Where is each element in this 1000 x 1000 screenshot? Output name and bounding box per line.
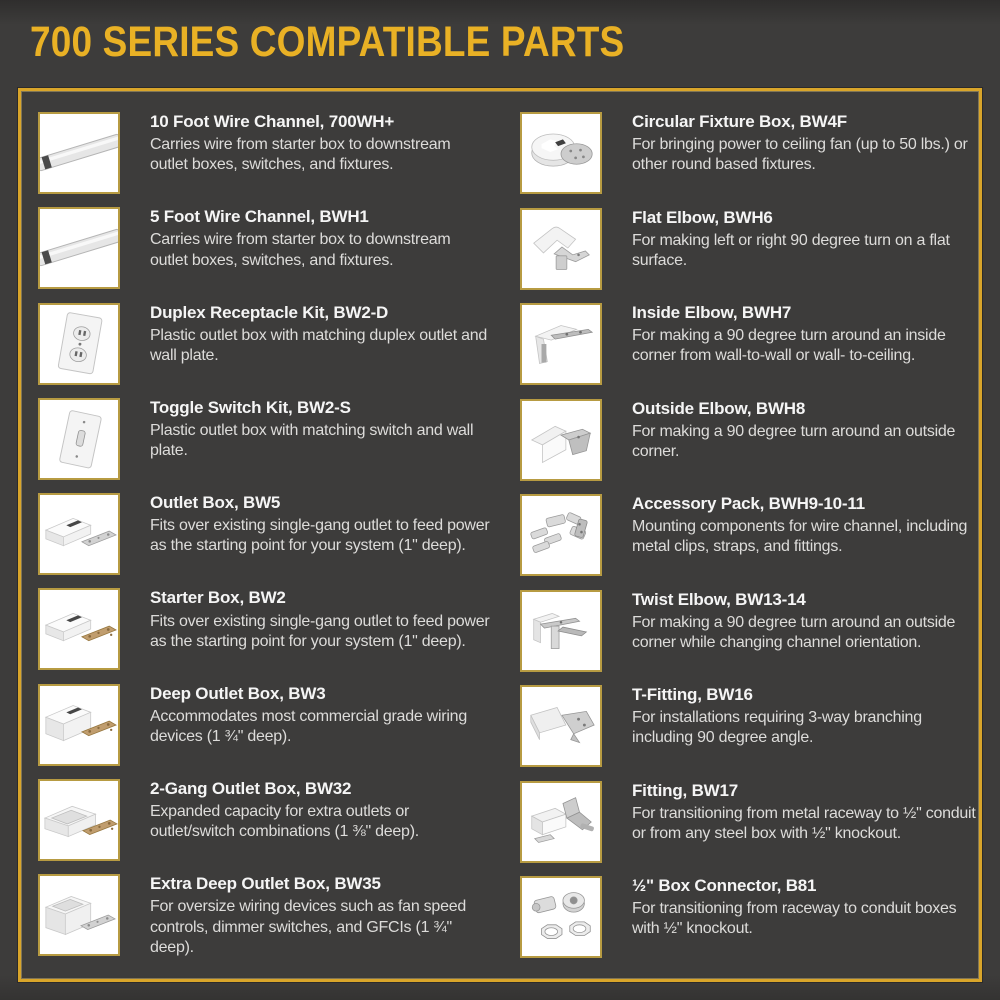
part-text xyxy=(632,590,979,653)
part-item xyxy=(520,876,979,958)
part-title: Circular Fixture Box, BW4F xyxy=(632,112,847,131)
part-title: Fitting, BW17 xyxy=(632,780,738,800)
toggle-switch-product-image xyxy=(38,398,120,480)
part-description: For making a 90 degree turn around an inside corner from wall-to-wall or wall- to-ceiling. xyxy=(632,327,946,365)
part-description: Plastic outlet box with matching switch and wall plate. xyxy=(150,421,474,460)
part-item xyxy=(38,779,503,861)
part-title: Toggle Switch Kit, BW2-S xyxy=(150,397,351,417)
part-text xyxy=(150,112,492,175)
t-fitting-product-image xyxy=(520,685,602,767)
part-item xyxy=(520,494,979,576)
part-text xyxy=(150,398,492,461)
fitting-product-image xyxy=(520,781,602,863)
part-description: For bringing power to ceiling fan (up to 50 lbs.) or other round based fixtures. xyxy=(632,136,968,174)
part-text xyxy=(150,588,492,651)
part-item xyxy=(38,112,503,194)
flat-elbow-product-image xyxy=(520,208,602,290)
part-title: Flat Elbow, BWH6 xyxy=(632,207,773,227)
part-item xyxy=(520,685,979,767)
part-text xyxy=(150,684,492,747)
part-title: 2-Gang Outlet Box, BW32 xyxy=(150,779,352,799)
part-item xyxy=(520,112,979,194)
part-item xyxy=(520,208,979,290)
part-description: Mounting components for wire channel, including metal clips, straps, and fittings. xyxy=(632,518,968,556)
part-text xyxy=(632,112,979,175)
inside-elbow-product-image xyxy=(520,303,602,385)
part-title: 5 Foot Wire Channel, BWH1 xyxy=(150,207,369,227)
wire-channel-product-image xyxy=(38,112,120,194)
part-title: Starter Box, BW2 xyxy=(150,588,286,608)
part-text xyxy=(632,399,979,462)
part-title: Duplex Receptacle Kit, BW2-D xyxy=(150,302,389,322)
part-text xyxy=(150,874,492,958)
starter-box-product-image xyxy=(38,588,120,670)
part-item xyxy=(520,590,979,672)
part-description: Carries wire from starter box to downstream outlet boxes, switches, and fixtures. xyxy=(150,231,451,269)
duplex-receptacle-product-image xyxy=(38,303,120,385)
part-description: For making a 90 degree turn around an outside corner while changing channel orientation. xyxy=(632,613,956,651)
part-text xyxy=(150,303,492,366)
part-text xyxy=(150,207,492,270)
box-connector-product-image xyxy=(520,876,602,958)
two-gang-outlet-box-product-image xyxy=(38,779,120,861)
wire-channel-product-image xyxy=(38,207,120,289)
parts-column-left xyxy=(21,91,503,979)
part-item xyxy=(38,303,503,385)
part-description: Fits over existing single-gang outlet to feed power as the starting point for your system (1" deep). xyxy=(150,517,490,555)
part-description: Carries wire from starter box to downstream outlet boxes, switches, and fixtures. xyxy=(150,136,451,174)
part-description: Expanded capacity for extra outlets or outlet/switch combinations (1 ⅜" deep). xyxy=(150,803,419,841)
part-title: Outlet Box, BW5 xyxy=(150,493,281,513)
part-text xyxy=(632,494,979,557)
part-description: For making left or right 90 degree turn on a flat surface. xyxy=(632,231,950,269)
part-text xyxy=(632,685,979,748)
part-title: T-Fitting, BW16 xyxy=(632,685,753,704)
part-item xyxy=(520,303,979,385)
outlet-box-product-image xyxy=(38,493,120,575)
part-description: Plastic outlet box with matching duplex outlet and wall plate. xyxy=(150,326,488,364)
part-title: Deep Outlet Box, BW3 xyxy=(150,683,326,703)
extra-deep-outlet-box-product-image xyxy=(38,874,120,956)
part-title: Extra Deep Outlet Box, BW35 xyxy=(150,874,381,894)
part-description: For installations requiring 3-way branching including 90 degree angle. xyxy=(632,709,922,747)
outside-elbow-product-image xyxy=(520,399,602,481)
part-description: Accommodates most commercial grade wiring devices (1 ¾" deep). xyxy=(150,707,467,745)
part-item xyxy=(38,207,503,289)
part-description: For transitioning from raceway to conduit boxes with ½" knockout. xyxy=(632,900,957,938)
part-text xyxy=(632,303,979,366)
part-item xyxy=(38,398,503,480)
part-title: Outside Elbow, BWH8 xyxy=(632,398,806,418)
parts-column-right xyxy=(503,91,979,979)
part-title: 10 Foot Wire Channel, 700WH+ xyxy=(150,112,395,131)
part-description: For making a 90 degree turn around an outside corner. xyxy=(632,422,956,460)
part-title: Accessory Pack, BWH9-10-11 xyxy=(632,494,865,513)
part-title: Inside Elbow, BWH7 xyxy=(632,303,792,322)
part-item xyxy=(38,874,503,958)
parts-panel xyxy=(18,88,982,982)
twist-elbow-product-image xyxy=(520,590,602,672)
part-text xyxy=(632,781,979,844)
part-text xyxy=(632,876,979,939)
part-description: Fits over existing single-gang outlet to feed power as the starting point for your system (1" deep). xyxy=(150,612,490,650)
circular-fixture-box-product-image xyxy=(520,112,602,194)
part-title: ½" Box Connector, B81 xyxy=(632,876,817,895)
accessory-pack-product-image xyxy=(520,494,602,576)
page-title: 700 SERIES COMPATIBLE PARTS xyxy=(30,18,625,66)
part-item xyxy=(38,493,503,575)
part-item xyxy=(38,684,503,766)
part-description: For oversize wiring devices such as fan speed controls, dimmer switches, and GFCIs (1 ¾" deep). xyxy=(150,898,467,956)
part-item xyxy=(38,588,503,670)
part-item xyxy=(520,399,979,481)
part-title: Twist Elbow, BW13-14 xyxy=(632,589,806,609)
part-text xyxy=(150,493,492,556)
part-text xyxy=(632,208,979,271)
deep-outlet-box-product-image xyxy=(38,684,120,766)
part-item xyxy=(520,781,979,863)
part-text xyxy=(150,779,492,842)
part-description: For transitioning from metal raceway to ½" conduit or from any steel box with ½" knockout. xyxy=(632,804,976,842)
